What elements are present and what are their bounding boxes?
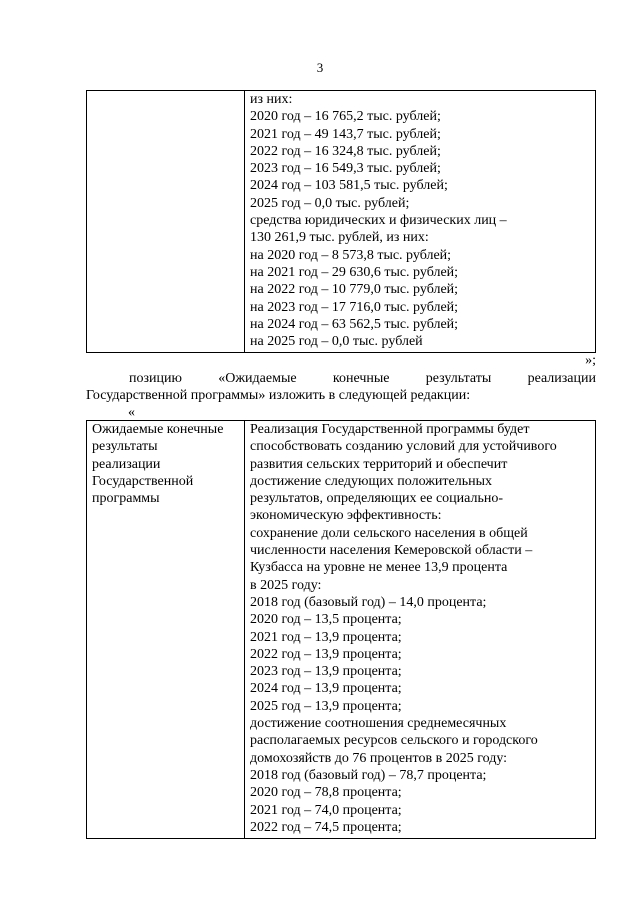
closing-quote: »; [585,353,596,368]
table2-line: 2020 год – 13,5 процента; [250,612,402,628]
table2-line: достижение следующих положительных [250,473,492,489]
table2-line: способствовать созданию условий для устойчивого [250,439,557,455]
page-number: 3 [316,60,324,75]
table1-line: из них: [250,92,293,107]
table2-line: 2021 год – 13,9 процента; [250,629,402,645]
table1-line: на 2024 год – 63 562,5 тыс. рублей; [250,316,459,332]
table2-line: 2022 год – 74,5 процента; [250,819,402,835]
opening-quote: « [128,405,135,420]
position-label-line: Государственной [92,473,194,489]
table2-line: сохранение доли сельского населения в общей [250,525,528,541]
table2-line: Реализация Государственной программы будет [250,422,530,437]
table1-line: на 2025 год – 0,0 тыс. рублей [250,334,423,350]
table2-line: численности населения Кемеровской области – [250,543,533,559]
table2-line: 2020 год – 78,8 процента; [250,785,402,801]
table2-line: Кузбасса на уровне не менее 13,9 процента [250,560,508,576]
table1-line: на 2023 год – 17 716,0 тыс. рублей; [250,299,459,315]
table2-line: экономическую эффективность: [250,508,442,524]
table-right-cell [245,91,596,353]
table1-line: 2025 год – 0,0 тыс. рублей; [250,195,410,211]
position-label-line: реализации [92,456,161,472]
table1-line: 2020 год – 16 765,2 тыс. рублей; [250,109,441,125]
table2-line: 2025 год – 13,9 процента; [250,698,402,714]
table2-line: 2022 год – 13,9 процента; [250,646,402,662]
table2-line: располагаемых ресурсов сельского и городского [250,733,538,749]
table2-line: 2021 год – 74,0 процента; [250,802,402,818]
table2-line: домохозяйств до 76 процентов в 2025 году: [250,750,508,766]
table1-line: 2021 год – 49 143,7 тыс. рублей; [250,126,441,142]
table1-line: на 2020 год – 8 573,8 тыс. рублей; [250,247,452,263]
position-content-cell [245,421,596,839]
table1-line: на 2021 год – 29 630,6 тыс. рублей; [250,264,459,280]
intro-paragraph [86,370,596,405]
table2-line: 2023 год – 13,9 процента; [250,664,402,680]
table1-line: 2023 год – 16 549,3 тыс. рублей; [250,161,441,177]
funding-table [86,90,596,353]
table1-line: на 2022 год – 10 779,0 тыс. рублей; [250,282,459,298]
table1-line: средства юридических и физических лиц – [250,213,507,229]
table2-line: развития сельских территорий и обеспечит [250,456,508,472]
table2-line: результатов, определяющих ее социально- [250,491,504,507]
intro-line-2: Государственной программы» изложить в следующей редакции: [86,388,471,404]
expected-results-table [86,420,596,839]
table-row [87,421,596,839]
table-row [87,91,596,353]
table1-line: 2022 год – 16 324,8 тыс. рублей; [250,143,441,159]
intro-line-1: позицию «Ожидаемые конечные результаты реализации [129,371,596,386]
position-label-cell [87,421,245,839]
table2-line: 2024 год – 13,9 процента; [250,681,402,697]
table-left-cell [87,91,245,353]
table2-line: 2018 год (базовый год) – 14,0 процента; [250,594,487,610]
table2-line: достижение соотношения среднемесячных [250,716,507,732]
table1-line: 130 261,9 тыс. рублей, из них: [250,230,429,246]
table1-line: 2024 год – 103 581,5 тыс. рублей; [250,178,448,194]
position-label-line: результаты [92,439,158,455]
position-label-line: Ожидаемые конечные [92,422,224,437]
table2-line: 2018 год (базовый год) – 78,7 процента; [250,767,487,783]
table2-line: в 2025 году: [250,577,322,593]
position-label-line: программы [92,491,160,507]
